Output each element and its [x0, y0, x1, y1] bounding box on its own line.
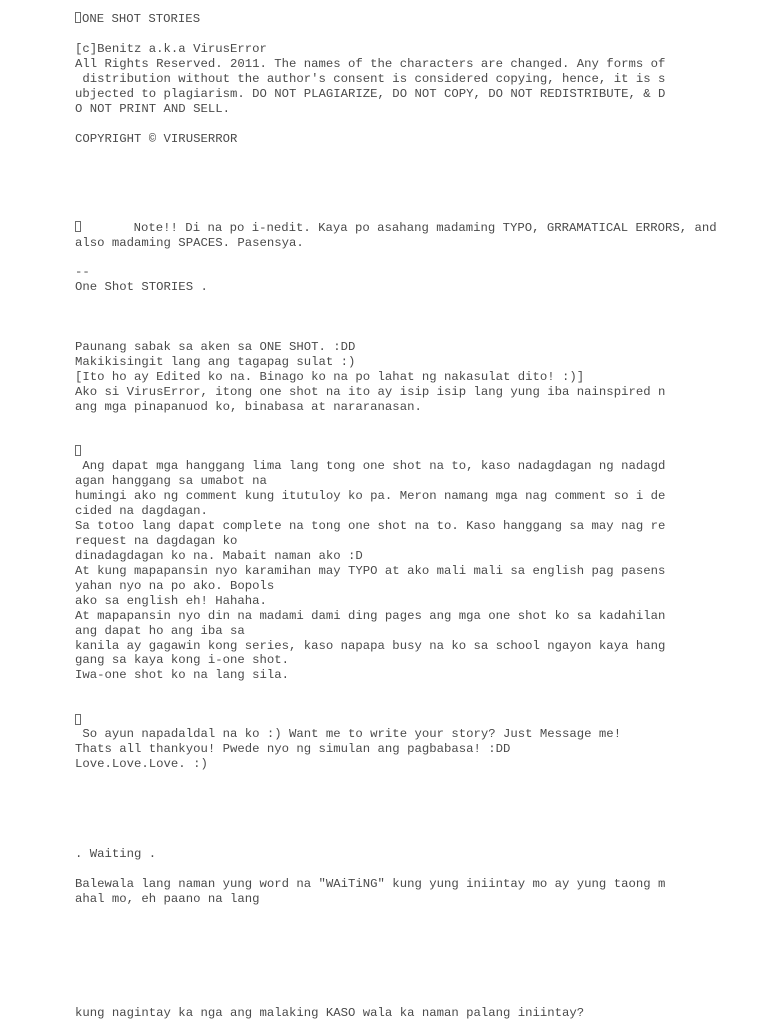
paragraph-line: yahan nyo na po ako. Bopols [75, 579, 275, 593]
story-line: kung nagintay ka nga ang malaking KASO wala ka naman palang iniintay? [75, 1006, 585, 1020]
paragraph-line: dinadagdagan ko na. Mabait naman ako :D [75, 549, 363, 563]
rights-line: ubjected to plagiarism. DO NOT PLAGIARIZE, DO NOT COPY, DO NOT REDISTRIBUTE, & D [75, 87, 666, 101]
paragraph-line: At kung mapapansin nyo karamihan may TYPO at ako mali mali sa english pag pasens [75, 564, 666, 578]
story-title: . Waiting . [75, 847, 157, 861]
paragraph-line: At mapapansin nyo din na madami dami ding pages ang mga one shot ko sa kadahilan [75, 609, 666, 623]
paragraph-line: Sa totoo lang dapat complete na tong one shot na to. Kaso hanggang sa may nag re [75, 519, 666, 533]
missing-glyph-icon [75, 221, 81, 232]
paragraph-line: agan hanggang sa umabot na [75, 474, 267, 488]
paragraph-line: ako sa english eh! Hahaha. [75, 594, 267, 608]
paragraph-line: ang dapat ho ang iba sa [75, 624, 245, 638]
rights-line: All Rights Reserved. 2011. The names of the characters are changed. Any forms of [75, 57, 666, 71]
note-line: also madaming SPACES. Pasensya. [75, 236, 304, 250]
intro-line: ang mga pinapanuod ko, binabasa at nararanasan. [75, 400, 422, 414]
missing-glyph-icon [75, 445, 81, 456]
paragraph-line: So ayun napadaldal na ko :) Want me to write your story? Just Message me! [75, 727, 622, 741]
paragraph-line: Iwa-one shot ko na lang sila. [75, 668, 290, 682]
intro-line: Ako si VirusError, itong one shot na ito ay isip isip lang yung iba nainspired n [75, 385, 666, 399]
separator: -- [75, 265, 90, 279]
author-line: [c]Benitz a.k.a VirusError [75, 42, 267, 56]
story-line: Balewala lang naman yung word na "WAiTiNG" kung yung iniintay mo ay yung taong m [75, 877, 666, 891]
section-title: One Shot STORIES . [75, 280, 208, 294]
paragraph-line: request na dagdagan ko [75, 534, 238, 548]
paragraph-line: humingi ako ng comment kung itutuloy ko pa. Meron namang mga nag comment so i de [75, 489, 666, 503]
paragraph-line: Ang dapat mga hanggang lima lang tong one shot na to, kaso nadagdagan ng nadagd [75, 459, 666, 473]
paragraph-line: Love.Love.Love. :) [75, 757, 208, 771]
paragraph-line: kanila ay gagawin kong series, kaso napapa busy na ko sa school ngayon kaya hang [75, 639, 666, 653]
paragraph-line: gang sa kaya kong i-one shot. [75, 653, 290, 667]
missing-glyph-icon [75, 714, 81, 725]
story-line: ahal mo, eh paano na lang [75, 892, 260, 906]
document-title: ONE SHOT STORIES [75, 12, 200, 27]
intro-line: Makikisingit lang ang tagapag sulat :) [75, 355, 356, 369]
intro-line: Paunang sabak sa aken sa ONE SHOT. :DD [75, 340, 356, 354]
note-line: Note!! Di na po i-nedit. Kaya po asahang madaming TYPO, GRRAMATICAL ERRORS, and [75, 221, 717, 236]
copyright-line: COPYRIGHT © VIRUSERROR [75, 132, 238, 146]
rights-line: distribution without the author's consent is considered copying, hence, it is s [75, 72, 666, 86]
paragraph-line: cided na dagdagan. [75, 504, 208, 518]
rights-line: O NOT PRINT AND SELL. [75, 102, 230, 116]
intro-line: [Ito ho ay Edited ko na. Binago ko na po lahat ng nakasulat dito! :)] [75, 370, 585, 384]
missing-glyph-icon [75, 12, 81, 23]
paragraph-line: Thats all thankyou! Pwede nyo ng simulan ang pagbabasa! :DD [75, 742, 511, 756]
